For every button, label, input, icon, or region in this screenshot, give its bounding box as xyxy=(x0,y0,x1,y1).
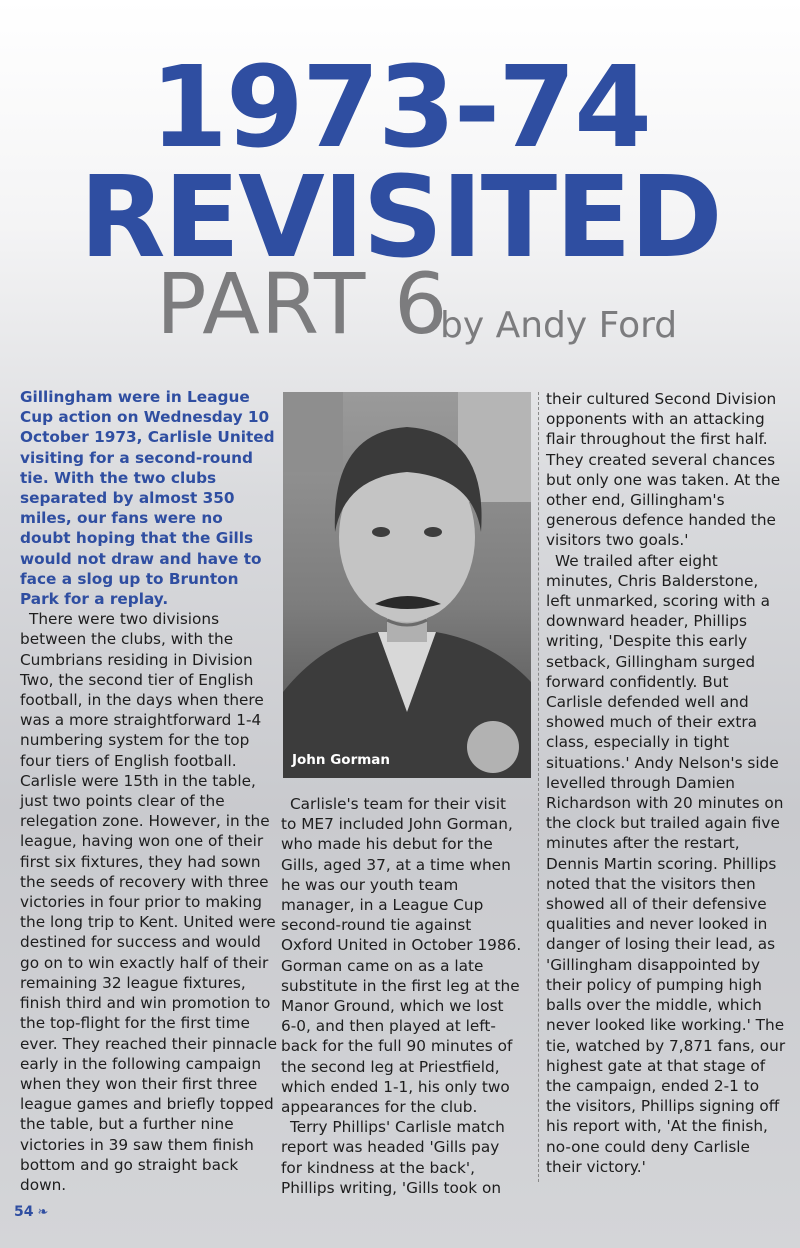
article-column-1 xyxy=(20,387,278,1195)
headline-year: 1973-74 xyxy=(149,43,651,173)
article-column-3 xyxy=(546,389,786,1177)
page-footer xyxy=(14,1204,48,1220)
body-paragraph: We trailed after eight minutes, Chris Balderstone, left unmarked, scoring with a downward header, Phillips writing, 'Despite this early setback, Gillingham surged forward confidently. But Carlisle defended well and showed much of their extra class, especially in tight situations.' Andy Nelson's side levelled through Damien Richardson with 20 minutes on the clock but trailed again five minutes after the restart, Dennis Martin scoring. Phillips noted that the visitors then showed all of their defensive qualities and never looked in danger of losing their lead, as 'Gillingham disappointed by their policy of pumping high balls over the middle, which never looked like working.' The tie, watched by 7,871 fans, our highest gate at that stage of the campaign, ended 2-1 to the visitors, Phillips signing off his report with, 'At the finish, no-one could deny Carlisle their victory.' xyxy=(546,551,786,1176)
intro-paragraph: Gillingham were in League Cup action on Wednesday 10 October 1973, Carlisle United visiting for a second-round tie. With the two clubs separated by almost 350 miles, our fans were no doubt hoping that the Gills would not draw and have to face a slog up to Brunton Park for a replay. xyxy=(20,388,275,609)
body-paragraph: Terry Phillips' Carlisle match report was headed 'Gills pay for kindness at the back', Phillips writing, 'Gills took on xyxy=(281,1118,505,1197)
author-byline: by Andy Ford xyxy=(440,305,678,346)
body-paragraph: their cultured Second Division opponents with an attacking flair throughout the first half. They created several chances but only one was taken. At the other end, Gillingham's generous defence handed the visitors two goals.' xyxy=(546,390,781,550)
ornament-icon: ❧ xyxy=(37,1205,49,1220)
column-divider xyxy=(538,392,540,1182)
photo-caption: John Gorman xyxy=(292,752,391,768)
body-paragraph: There were two divisions between the clubs, with the Cumbrians residing in Division Two, the second tier of English football, in the days when there was a more straightforward 1-4 numbering system for the top four tiers of English football. Carlisle were 15th in the table, just two points clear of the relegation zone. However, in the league, having won one of their first six fixtures, they had sown the seeds of recovery with three victories in four prior to making the long trip to Kent. United were destined for success and would go on to win exactly half of their remaining 32 league fixtures, finish third and win promotion to the top-flight for the first time ever. They reached their pinnacle early in the following campaign when they won their first three league games and briefly topped the table, but a further nine victories in 39 saw them finish bottom and go straight back down. xyxy=(20,610,277,1194)
body-paragraph: Carlisle's team for their visit to ME7 included John Gorman, who made his debut for the Gills, aged 37, at a time when he was our youth team manager, in a League Cup second-round tie against Oxford United in October 1986. Gorman came on as a late substitute in the first leg at the Manor Ground, which we lost 6-0, and then played at left-back for the full 90 minutes of the second leg at Priestfield, which ended 1-1, his only two appearances for the club. xyxy=(281,795,522,1117)
article-column-2 xyxy=(281,794,523,1198)
part-label: PART 6 xyxy=(156,255,449,353)
page-number: 54 xyxy=(14,1204,34,1220)
player-photo xyxy=(283,392,531,778)
headline-revisited: REVISITED xyxy=(79,153,721,283)
portrait-illustration xyxy=(283,392,531,778)
